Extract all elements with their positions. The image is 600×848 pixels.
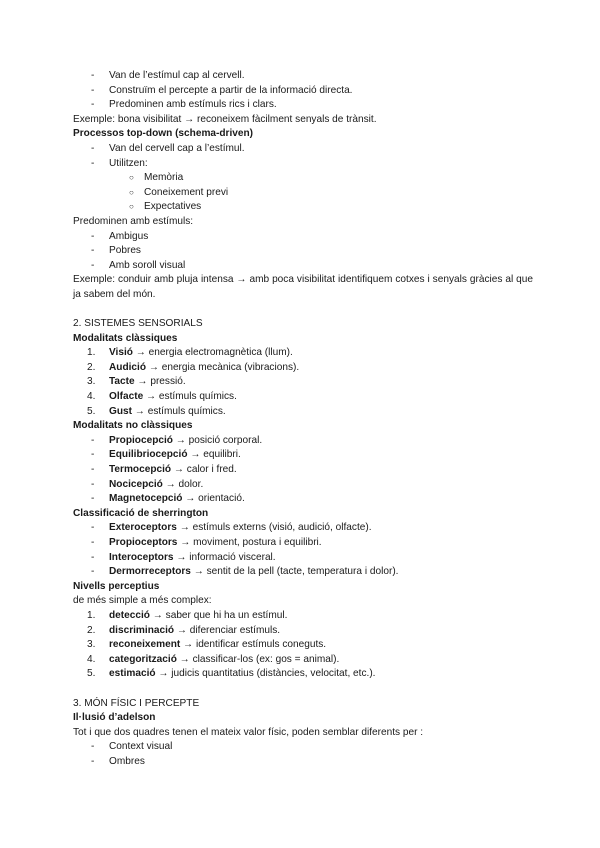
list-item: - Predominen amb estímuls rics i clars. (91, 99, 277, 111)
paragraph: Predominen amb estímuls: (73, 215, 194, 227)
list-item: - Equilibriocepció → equilibri. (91, 449, 241, 461)
section-title: 3. MÓN FÍSIC I PERCEPTE (73, 697, 200, 709)
sub-list-item: ○ Coneixement previ (129, 186, 229, 198)
list-item: - Pobres (91, 245, 141, 257)
example-text: Exemple: conduir amb pluja intensa → amb poca visibilitat identifiquem cotxes i senyals gràcies al que ja sabem del món. (73, 274, 533, 300)
section-title: 2. SISTEMES SENSORIALS (73, 318, 203, 330)
list-item: - Amb soroll visual (91, 259, 186, 271)
list-item: - Exteroceptors → estímuls externs (visió, audició, olfacte). (91, 522, 372, 534)
list-item: - Utilitzen: (91, 157, 148, 169)
numbered-item: 2. Audició → energia mecànica (vibracions). (87, 361, 300, 373)
section-heading: Modalitats no clàssiques (73, 420, 193, 432)
list-item: - Ombres (91, 755, 145, 767)
list-item: - Construïm el percepte a partir de la informació directa. (91, 84, 353, 96)
list-item: - Context visual (91, 741, 173, 753)
numbered-item: 1. detecció → saber que hi ha un estímul. (87, 609, 288, 621)
numbered-item: 5. estimació → judicis quantitatius (distàncies, velocitat, etc.). (87, 668, 376, 680)
numbered-item: 2. discriminació → diferenciar estímuls. (87, 624, 281, 636)
section-heading: Processos top-down (schema-driven) (73, 128, 254, 140)
numbered-item: 1. Visió → energia electromagnètica (llum). (87, 347, 293, 359)
numbered-item: 3. Tacte → pressió. (87, 376, 186, 388)
section-heading: Modalitats clàssiques (73, 332, 178, 344)
list-item: - Termocepció → calor i fred. (91, 464, 237, 476)
list-item: - Propioceptors → moviment, postura i equilibri. (91, 537, 322, 548)
list-item: - Nocicepció → dolor. (91, 478, 204, 490)
example-text: Exemple: bona visibilitat → reconeixem fàcilment senyals de trànsit. (73, 113, 377, 125)
numbered-item: 3. reconeixement → identificar estímuls coneguts. (87, 639, 327, 651)
sub-list-item: ○ Memòria (129, 172, 184, 184)
section-heading: Classificació de sherrington (73, 507, 209, 519)
list-item: - Interoceptors → informació visceral. (91, 551, 276, 563)
numbered-item: 5. Gust → estímuls químics. (87, 405, 226, 417)
section-heading: Il·lusió d’adelson (73, 712, 156, 724)
sub-list-item: ○ Expectatives (129, 201, 202, 213)
list-item: - Van del cervell cap a l’estímul. (91, 142, 245, 154)
document-page (73, 69, 533, 770)
list-item: - Ambigus (91, 230, 149, 242)
paragraph: Tot i que dos quadres tenen el mateix valor físic, poden semblar diferents per : (73, 726, 424, 738)
numbered-item: 4. Olfacte → estímuls químics. (87, 391, 237, 403)
paragraph: de més simple a més complex: (73, 595, 212, 607)
numbered-item: 4. categorització → classificar-los (ex: gos = animal). (87, 653, 340, 665)
section-heading: Nivells perceptius (73, 580, 160, 592)
list-item: - Van de l’estímul cap al cervell. (91, 70, 245, 81)
list-item: - Dermorreceptors → sentit de la pell (tacte, temperatura i dolor). (91, 566, 399, 578)
list-item: - Magnetocepció → orientació. (91, 493, 245, 505)
list-item: - Propiocepció → posició corporal. (91, 434, 263, 446)
